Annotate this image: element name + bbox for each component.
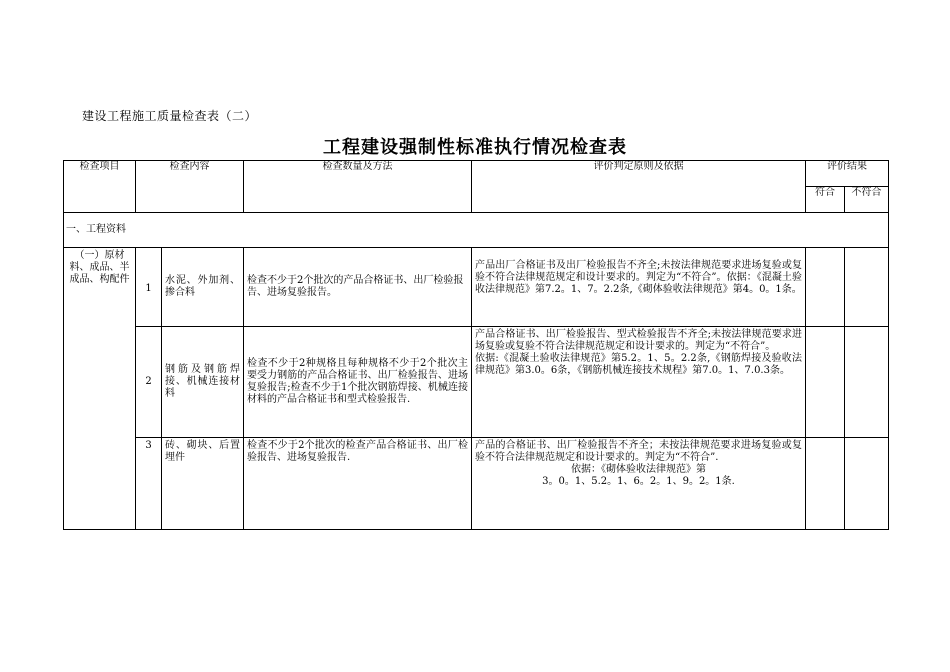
col-header-result: 评价结果 <box>806 161 889 187</box>
row-content: 砖、砌块、后置埋件 <box>162 438 244 530</box>
col-header-method: 检查数量及方法 <box>244 161 472 213</box>
criteria-basis-line-1: 依据：《砌体验收法律规范》第 <box>571 464 706 475</box>
result-pass-cell <box>806 438 845 530</box>
table-row <box>64 248 889 327</box>
col-header-criteria: 评价判定原则及依据 <box>472 161 806 213</box>
row-method: 检查不少于2个批次的检查产品合格证书、出厂检验报告、进场复验报告. <box>244 438 472 530</box>
row-number: 1 <box>136 248 162 327</box>
row-criteria: 产品出厂合格证书及出厂检验报告不齐全;未按法律规范要求进场复验或复验不符合法律规范规定和设计要求的。判定为“不符合”。依据：《混凝土验收法律规范》第7.2。1、7。2.2条,《砌体验收法律规范》第4。0。1条。 <box>472 248 806 327</box>
row-number: 3 <box>136 438 162 530</box>
table-row <box>64 327 889 438</box>
col-header-fail: 不符合 <box>845 187 889 213</box>
row-criteria <box>472 438 806 530</box>
result-pass-cell <box>806 327 845 438</box>
group-label: （一）原材料、成品、半成品、构配件 <box>64 248 136 530</box>
form-subtitle: 建设工程施工质量检查表（二） <box>82 109 258 123</box>
result-fail-cell <box>845 327 889 438</box>
result-fail-cell <box>845 248 889 327</box>
section-title: 一、工程资料 <box>64 213 889 248</box>
row-content: 水泥、外加剂、掺合料 <box>162 248 244 327</box>
col-header-pass: 符合 <box>806 187 845 213</box>
col-header-content: 检查内容 <box>136 161 244 213</box>
table-row <box>64 438 889 530</box>
criteria-text: 产品的合格证书、出厂检验报告不齐全；未按法律规范要求进场复验或复验不符合法律规范规定和设计要求的。判定为“不符合”. <box>475 440 802 463</box>
criteria-basis-line-2: 3。0。1、5.2。1、6。2。1、9。2。1条. <box>542 476 735 487</box>
page-title: 工程建设强制性标准执行情况检查表 <box>323 137 627 158</box>
row-number: 2 <box>136 327 162 438</box>
col-header-item: 检查项目 <box>64 161 136 213</box>
row-method: 检查不少于2种规格且每种规格不少于2个批次主要受力钢筋的产品合格证书、出厂检验报告、进场复验报告;检查不少于1个批次钢筋焊接、机械连接材料的产品合格证书和型式检验报告. <box>244 327 472 438</box>
inspection-table <box>63 160 889 530</box>
row-method: 检查不少于2个批次的产品合格证书、出厂检验报告、进场复验报告。 <box>244 248 472 327</box>
row-criteria: 产品合格证书、出厂检验报告、型式检验报告不齐全;未按法律规范要求进场复验或复验不符合法律规范规定和设计要求的。判定为“不符合”。 依据:《混凝土验收法律规范》第5.2。1、5。2.2条,《钢筋焊接及验收法律规范》第3.0。6条，《钢筋机械连接技术规程》第7.0。1、7.0.3条。 <box>472 327 806 438</box>
result-fail-cell <box>845 438 889 530</box>
result-pass-cell <box>806 248 845 327</box>
row-content: 钢筋及钢筋焊接、机械连接材料 <box>162 327 244 438</box>
